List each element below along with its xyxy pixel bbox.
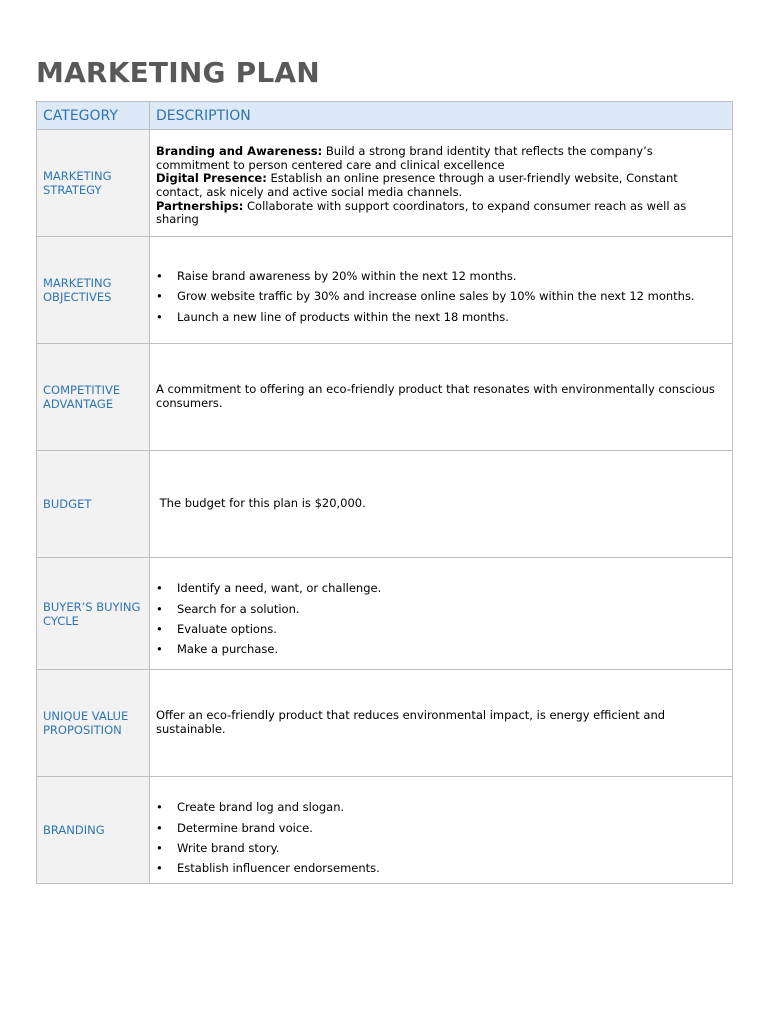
table-header-row (37, 102, 733, 130)
bullet-list (156, 578, 726, 660)
strategy-item (156, 145, 726, 172)
table-row-marketing-strategy (37, 130, 733, 237)
strategy-item (156, 200, 726, 227)
bullet-list (156, 266, 726, 327)
category-cell: MARKETING STRATEGY (37, 130, 150, 237)
list-item: • Launch a new line of products within the next 18 months. (156, 307, 726, 327)
category-cell: BUYER’S BUYING CYCLE (37, 558, 150, 670)
description-cell: Offer an eco-friendly product that reduces environmental impact, is energy efficient and sustainable. (150, 670, 733, 777)
list-item: • Identify a need, want, or challenge. (156, 578, 726, 598)
description-cell (150, 130, 733, 237)
description-cell (150, 558, 733, 670)
table-row-branding (37, 777, 733, 884)
table-row-unique-value-proposition (37, 670, 733, 777)
list-item: • Raise brand awareness by 20% within the next 12 months. (156, 266, 726, 286)
table-row-marketing-objectives (37, 237, 733, 344)
strategy-item (156, 172, 726, 199)
page-title: MARKETING PLAN (36, 56, 320, 89)
list-item: • Create brand log and slogan. (156, 797, 726, 817)
category-cell: COMPETITIVE ADVANTAGE (37, 344, 150, 451)
description-cell (150, 777, 733, 884)
description-cell: A commitment to offering an eco-friendly product that resonates with environmentally conscious consumers. (150, 344, 733, 451)
category-cell: UNIQUE VALUE PROPOSITION (37, 670, 150, 777)
strategy-item-text: Collaborate with support coordinators, to expand consumer reach as well as sharing (156, 198, 687, 227)
list-item: • Establish influencer endorsements. (156, 858, 726, 878)
category-column-header: CATEGORY (37, 102, 150, 130)
list-item: • Determine brand voice. (156, 818, 726, 838)
strategy-item-text: Build a strong brand identity that reflects the company’s commitment to person centered care and clinical excellence (156, 144, 653, 172)
strategy-item-lead: Digital Presence: (156, 171, 267, 186)
bullet-list (156, 797, 726, 879)
table-row-budget (37, 451, 733, 558)
description-cell: The budget for this plan is $20,000. (150, 451, 733, 558)
description-column-header: DESCRIPTION (150, 102, 733, 130)
table-row-competitive-advantage (37, 344, 733, 451)
strategy-item-lead: Partnerships: (156, 198, 244, 213)
category-cell: BRANDING (37, 777, 150, 884)
table-row-buyers-buying-cycle (37, 558, 733, 670)
list-item: • Write brand story. (156, 838, 726, 858)
strategy-item-lead: Branding and Awareness: (156, 144, 323, 159)
strategy-item-text: Establish an online presence through a user-friendly website, Constant contact, ask nicely and active social media channels. (156, 171, 678, 199)
list-item: • Search for a solution. (156, 599, 726, 619)
marketing-plan-table (36, 101, 733, 884)
category-cell: BUDGET (37, 451, 150, 558)
description-cell (150, 237, 733, 344)
list-item: • Make a purchase. (156, 639, 726, 659)
category-cell: MARKETING OBJECTIVES (37, 237, 150, 344)
list-item: • Grow website traffic by 30% and increase online sales by 10% within the next 12 months. (156, 286, 726, 306)
list-item: • Evaluate options. (156, 619, 726, 639)
